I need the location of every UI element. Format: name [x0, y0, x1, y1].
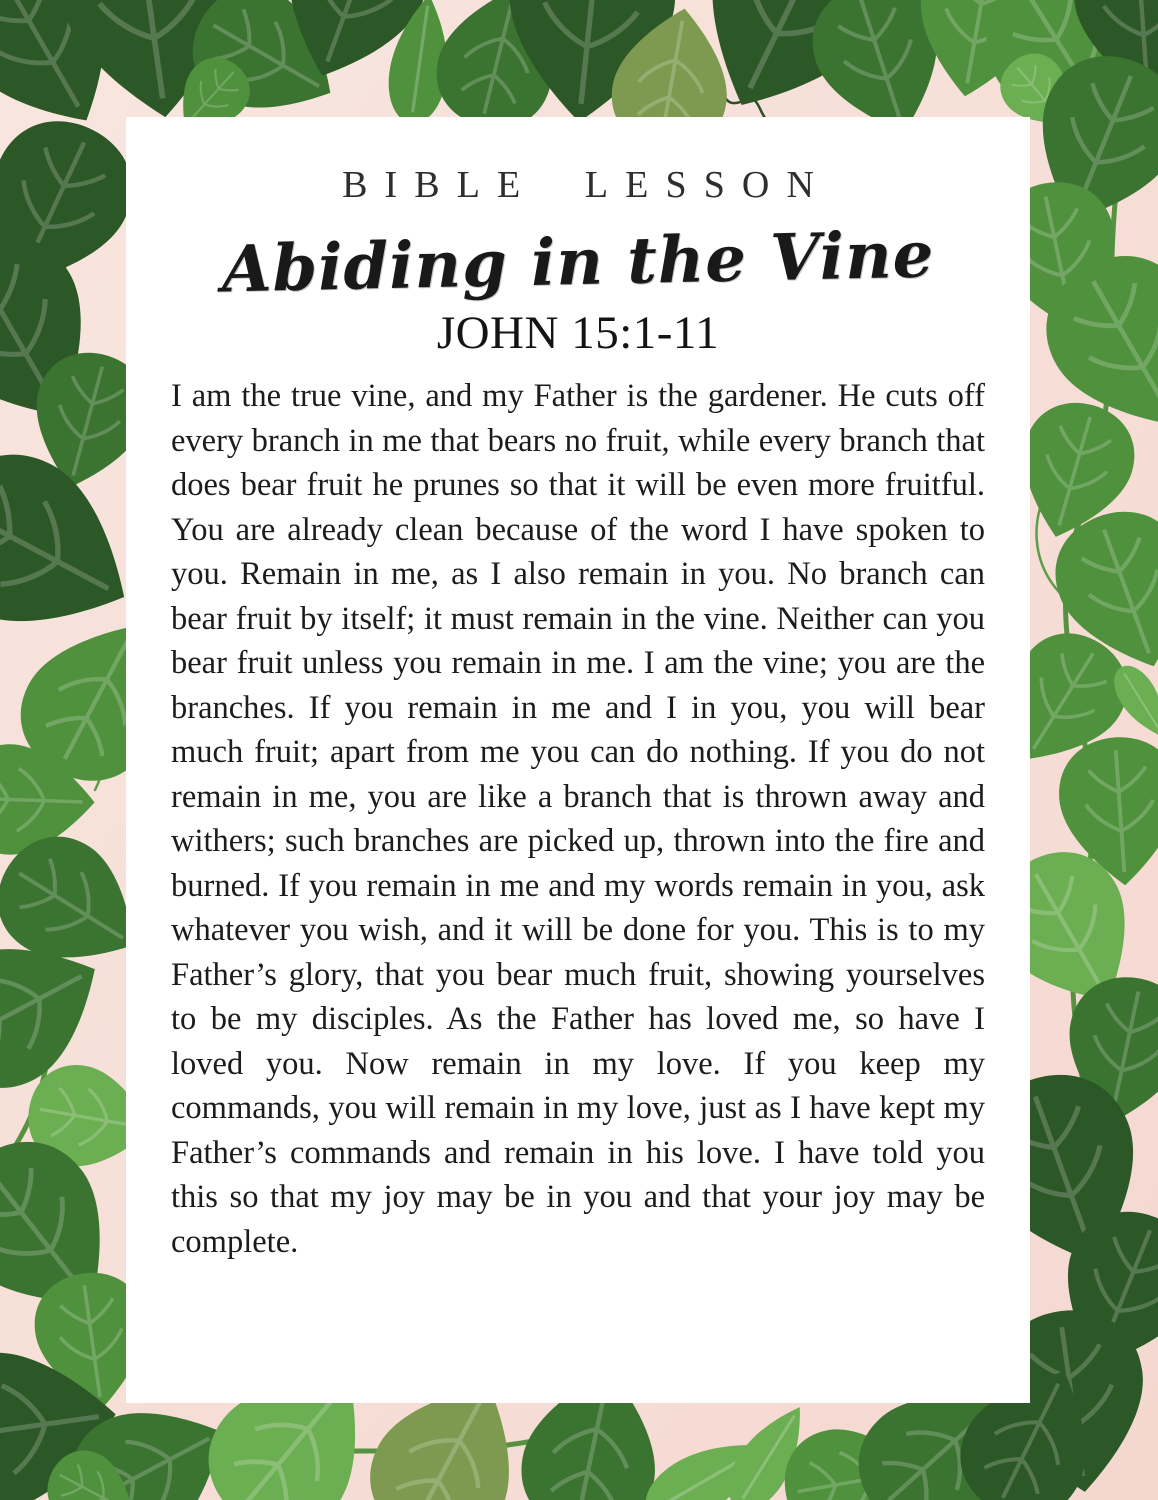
lesson-eyebrow: BIBLE LESSON — [342, 164, 832, 206]
lesson-title: Abiding in the Vine — [220, 217, 936, 308]
lesson-card — [126, 117, 1030, 1403]
scripture-reference: JOHN 15:1-11 — [436, 307, 720, 360]
scripture-passage-text: I am the true vine, and my Father is the gardener. He cuts off every branch in me that bears no fruit, while every branch that does bear fruit he prunes so that it will be even more fruitful. You are already clean because of the word I have spoken to you. Remain in me, as I also remain in you. No branch can bear fruit by itself; it must remain in the vine. Neither can you bear fruit unless you remain in me. I am the vine; you are the branches. If you remain in me and I in you, you will bear much fruit; apart from me you can do nothing. If you do not remain in me, you are like a branch that is thrown away and withers; such branches are picked up, thrown into the fire and burned. If you remain in me and my words remain in you, ask whatever you wish, and it will be done for you. This is to my Father’s glory, that you bear much fruit, showing yourselves to be my disciples. As the Father has loved me, so have I loved you. Now remain in my love. If you keep my commands, you will remain in my love, just as I have kept my Father’s commands and remain in his love. I have told you this so that my joy may be in you and that your joy may be complete. — [171, 378, 985, 1260]
